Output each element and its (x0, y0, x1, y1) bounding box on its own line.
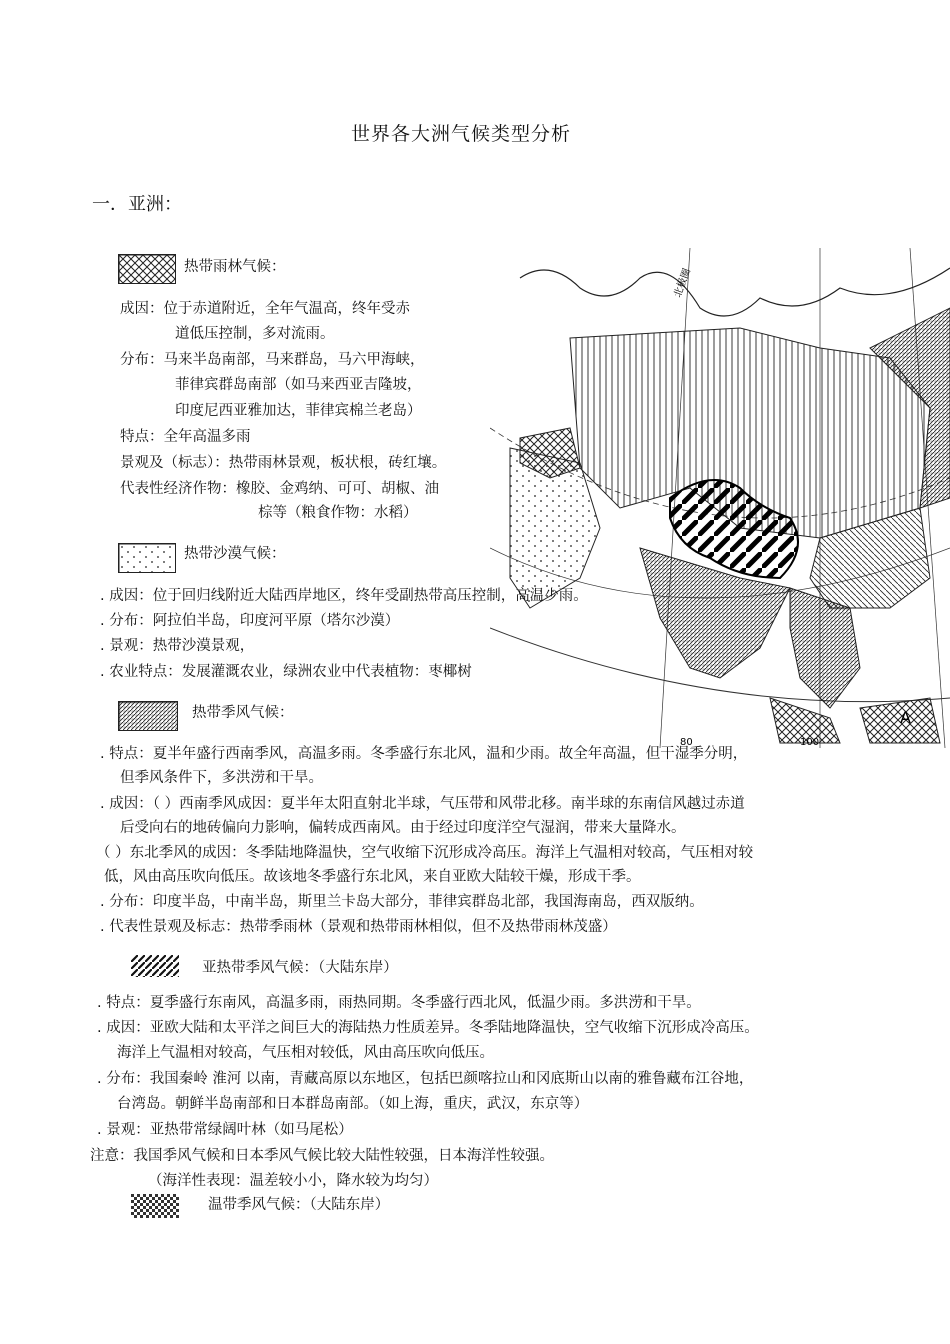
subtropical-monsoon-landscape: . 景观：亚热带常绿阔叶林（如马尾松） (97, 1122, 353, 1138)
asia-climate-map (490, 248, 950, 748)
subtropical-monsoon-dist-1: . 分布：我国秦岭 淮河 以南，青藏高原以东地区，包括巴颜喀拉山和冈底斯山以南的雅鲁藏布江谷地， (97, 1071, 754, 1087)
subtropical-monsoon-feature: . 特点：夏季盛行东南风，高温多雨，雨热同期。冬季盛行西北风，低温少雨。多洪涝和干旱。 (97, 995, 701, 1011)
tropical-monsoon-dist: . 分布：印度半岛，中南半岛，斯里兰卡岛大部分，菲律宾群岛北部，我国海南岛，西双版纳。 (100, 894, 704, 910)
rainforest-crops-2: 棕等（粮食作物：水稻） (258, 505, 418, 521)
rainforest-landscape: 景观及（标志）：热带雨林景观，板状根，砖红壤。 (120, 455, 447, 471)
subtropical-monsoon-legend-swatch (131, 955, 179, 977)
subtropical-monsoon-dist-2: 台湾岛。朝鲜半岛南部和日本群岛南部。（如上海，重庆，武汉，东京等） (117, 1096, 589, 1112)
temperate-monsoon-legend-swatch (131, 1194, 179, 1218)
tropical-monsoon-cause-4: 低，风由高压吹向低压。故该地冬季盛行东北风，来自亚欧大陆较干燥，形成干季。 (104, 869, 641, 885)
page-title: 世界各大洲气候类型分析 (351, 123, 572, 145)
tropical-monsoon-feature-1: . 特点：夏半年盛行西南季风，高温多雨。冬季盛行东北风，温和少雨。故全年高温，但干湿季分明， (100, 746, 748, 762)
subtropical-monsoon-cause-1: . 成因：亚欧大陆和太平洋之间巨大的海陆热力性质差异。冬季陆地降温快，空气收缩下沉形成冷高压。 (97, 1020, 759, 1036)
tropical-monsoon-name: 热带季风气候： (192, 705, 294, 721)
tropical-monsoon-cause-3: （ ）东北季风的成因：冬季陆地降温快，空气收缩下沉形成冷高压。海洋上气温相对较高，气压相对较 (96, 845, 754, 861)
rainforest-cause-2: 道低压控制，多对流雨。 (175, 326, 335, 342)
rainforest-dist-2: 菲律宾群岛南部（如马来西亚吉隆坡， (175, 377, 422, 393)
tropical-monsoon-cause-2: 后受向右的地砖偏向力影响，偏转成西南风。由于经过印度洋空气湿润，带来大量降水。 (120, 820, 686, 836)
rainforest-crops-1: 代表性经济作物：橡胶、金鸡纳、可可、胡椒、油 (120, 481, 439, 497)
arctic-circle-label: 北极圈 (672, 267, 694, 300)
tropical-monsoon-cause-1: . 成因：（ ）西南季风成因：夏半年太阳直射北半球，气压带和风带北移。南半球的东南信风越过赤道 (100, 796, 745, 812)
desert-landscape: . 景观：热带沙漠景观， (100, 638, 255, 654)
rainforest-feature: 特点：全年高温多雨 (120, 429, 251, 445)
desert-name: 热带沙漠气候： (184, 546, 286, 562)
longitude-label-100: 100 (800, 737, 820, 748)
subtropical-monsoon-note-2: （海洋性表现：温差较小小，降水较为均匀） (148, 1173, 438, 1189)
section-heading-asia: 一．亚洲： (92, 194, 182, 215)
rainforest-cause-1: 成因：位于赤道附近，全年气温高，终年受赤 (120, 301, 410, 317)
subtropical-monsoon-note: 注意：我国季风气候和日本季风气候比较大陆性较强，日本海洋性较强。 (90, 1148, 554, 1164)
rainforest-name: 热带雨林气候： (184, 259, 286, 275)
rainforest-dist-3: 印度尼西亚雅加达，菲律宾棉兰老岛） (175, 403, 422, 419)
desert-dist: . 分布：阿拉伯半岛，印度河平原（塔尔沙漠） (100, 613, 400, 629)
subtropical-monsoon-cause-2: 海洋上气温相对较高，气压相对较低，风由高压吹向低压。 (117, 1045, 494, 1061)
subtropical-monsoon-name: 亚热带季风气候：（大陆东岸） (202, 960, 398, 976)
desert-agri: . 农业特点：发展灌溉农业，绿洲农业中代表植物：枣椰树 (100, 664, 472, 680)
desert-cause: . 成因：位于回归线附近大陆西岸地区，终年受副热带高压控制，高温少雨。 (100, 588, 588, 604)
rainforest-legend-swatch (118, 254, 176, 284)
tropical-monsoon-landscape: . 代表性景观及标志：热带季雨林（景观和热带雨林相似，但不及热带雨林茂盛） (100, 919, 617, 935)
desert-legend-swatch (118, 543, 176, 573)
longitude-label-80: 80 (680, 737, 693, 748)
tropical-monsoon-feature-2: 但季风条件下，多洪涝和干旱。 (120, 770, 323, 786)
temperate-monsoon-name: 温带季风气候：（大陆东岸） (208, 1197, 390, 1213)
tropical-monsoon-legend-swatch (118, 701, 178, 731)
map-label-a: A (900, 708, 911, 727)
rainforest-dist-1: 分布：马来半岛南部，马来群岛，马六甲海峡， (120, 352, 425, 368)
